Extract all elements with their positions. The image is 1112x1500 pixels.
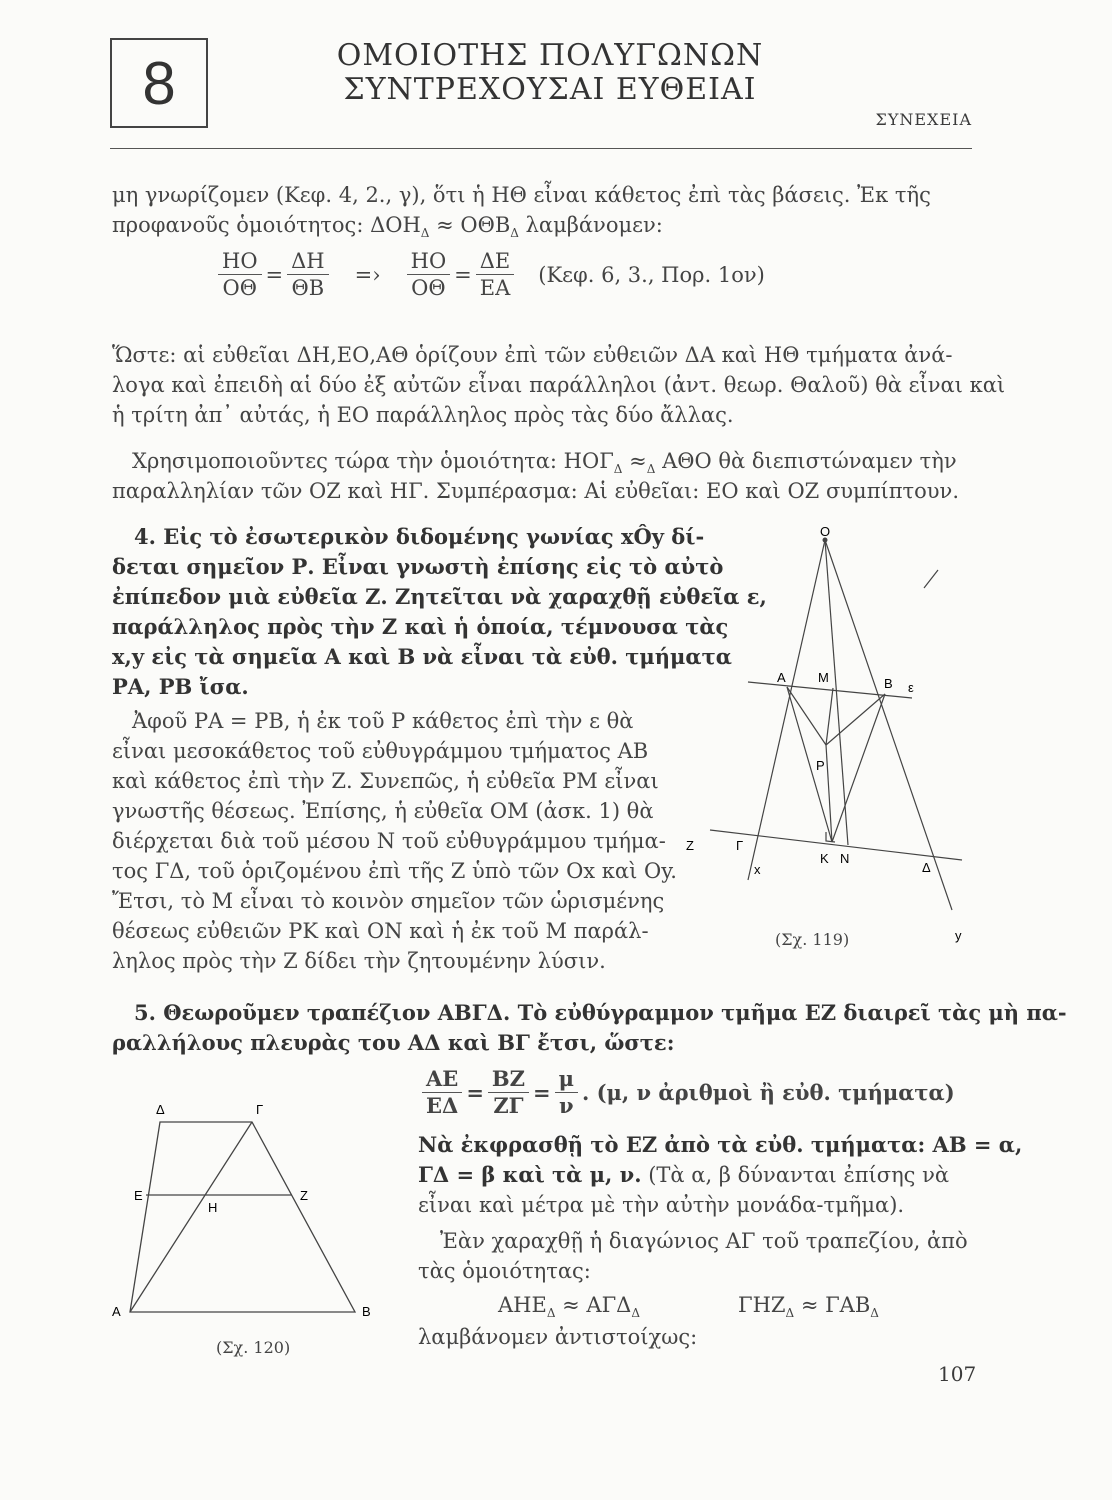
similarity-1: $AHE_\Delta \approx A\Gamma\Delta_\Delta$ [498, 1293, 641, 1321]
solution4-line4: γνωστῆς θέσεως. Ἐπίσης, ἡ εὐθεῖα ΟΜ (ἀσκ. 1) θὰ [112, 799, 654, 823]
problem5-equation: $\frac{AE}{E\Delta}$ = $\frac{BZ}{Z\Gamma}$ = $\frac{\mu}{\nu}$ . (μ, ν ἀριθμοὶ ἢ εὐθ. τμήματα) [418, 1066, 955, 1119]
solution4-line5: διέρχεται διὰ τοῦ μέσου Ν τοῦ εὐθυγράμμου τμήμα- [112, 829, 666, 853]
segment-mp [826, 688, 833, 745]
fig120-caption: (Σχ. 120) [216, 1338, 291, 1357]
solution4-line2: εἶναι μεσοκάθετος τοῦ εὐθυγράμμου τμήματος ΑΒ [112, 739, 649, 763]
intro-line2: προφανοῦς ὁμοιότητος: $\Delta OH_\Delta \approx O\Theta B_\Delta$ λαμβάνομεν: [112, 213, 663, 241]
e-tick [924, 570, 938, 588]
label-h: H [208, 1200, 218, 1215]
segment-ak [787, 687, 832, 842]
line-z [710, 830, 962, 860]
wste-line1: Ὥστε: αἱ εὐθεῖαι ΔΗ,ΕΟ,ΑΘ ὁρίζουν ἐπὶ τῶν εὐθειῶν ΔΑ καὶ ΗΘ τμήματα ἀνά- [112, 343, 953, 367]
chapter-number: 8 [142, 49, 176, 117]
problem5-line1: 5. Θεωροῦμεν τραπέζιον ΑΒΓΔ. Τὸ εὐθύγραμμον τμῆμα ΕΖ διαιρεῖ τὰς μὴ πα- [134, 1000, 1067, 1025]
problem4-line5: x,y εἰς τὰ σημεῖα Α καὶ Β νὰ εἶναι τὰ εὐθ. τμήματα [112, 644, 732, 669]
ray-ox [748, 540, 825, 880]
label-y: y [955, 928, 962, 943]
chapter-title-line2: ΣΥΝΤΡΕΧΟΥΣΑΙ ΕΥΘΕΙΑΙ [343, 72, 757, 107]
solution4-line7: Ἔτσι, τὸ Μ εἶναι τὸ κοινὸν σημεῖον τῶν ὡρισμένης [112, 889, 665, 913]
problem4-line6: ΡΑ, ΡΒ ἴσα. [112, 674, 249, 699]
problem4-line3: ἐπίπεδον μιὰ εὐθεῖα Ζ. Ζητεῖται νὰ χαραχθῇ εὐθεῖα ε, [112, 584, 767, 609]
figure-120 [100, 1100, 390, 1330]
problem5-task1: Νὰ ἐκφρασθῇ τὸ ΕΖ ἀπὸ τὰ εὐθ. τμήματα: ΑΒ = α, [418, 1132, 1023, 1157]
diagonal-ag [130, 1122, 252, 1312]
label-delta: Δ [922, 860, 931, 875]
similarity-2: $\Gamma HZ_\Delta \approx \Gamma AB_\Delta$ [738, 1293, 879, 1321]
label-delta: Δ [156, 1102, 165, 1117]
label-k: K [820, 851, 829, 866]
label-p: P [816, 758, 825, 773]
header-rule [110, 148, 972, 149]
label-gamma: Γ [256, 1102, 264, 1117]
problem5-task2: ΓΔ = β καὶ τὰ μ, ν. (Τὰ α, β δύνανται ἐπίσης νὰ [418, 1162, 950, 1187]
solution4-line9: ληλος πρὸς τὴν Ζ δίδει τὴν ζητουμένην λύσιν. [112, 949, 606, 973]
ratio-equation: $\frac{HO}{O\Theta}$ = $\frac{\Delta H}{\Theta B}$ =› $\frac{HO}{O\Theta}$ = $\frac{\Delta E}{EA}$ (Κεφ. 6, 3., Πορ. 1ον) [214, 248, 765, 301]
label-gamma: Γ [736, 838, 744, 853]
xrisi-line1: Χρησιμοποιοῦντες τώρα τὴν ὁμοιότητα: $HO\Gamma_\Delta \approx_\Delta$ ΑΘΟ θὰ διεπιστώναμεν τὴν [132, 449, 957, 477]
label-z: Z [300, 1188, 308, 1203]
page-number: 107 [938, 1362, 977, 1386]
fig119-caption: (Σχ. 119) [775, 930, 850, 949]
wste-line2: λογα καὶ ἐπειδὴ αἱ δύο ἐξ αὐτῶν εἶναι παράλληλοι (ἀντ. θεωρ. Θαλοῦ) θὰ εἶναι καὶ [112, 373, 1006, 397]
problem4-line2: δεται σημεῖον Ρ. Εἶναι γνωστὴ ἐπίσης εἰς τὸ αὐτὸ [112, 554, 724, 579]
label-a: A [112, 1304, 121, 1319]
label-e: E [134, 1188, 143, 1203]
label-b: B [884, 676, 893, 691]
solution4-line3: καὶ κάθετος ἐπὶ τὴν Ζ. Συνεπῶς, ἡ εὐθεῖα ΡΜ εἶναι [112, 769, 659, 793]
problem5-line2: ραλλήλους πλευρὰς του ΑΔ καὶ ΒΓ ἔτσι, ὥστε: [112, 1030, 675, 1055]
problem4-line4: παράλληλος πρὸς τὴν Ζ καὶ ἡ ὁποία, τέμνουσα τὰς [112, 614, 729, 639]
label-o: O [820, 524, 831, 539]
figure-119 [680, 520, 980, 960]
label-x: x [754, 862, 761, 877]
label-z: Z [686, 838, 694, 853]
problem5-sol3: λαμβάνομεν ἀντιστοίχως: [418, 1325, 698, 1349]
label-epsilon: ε [908, 680, 914, 695]
label-n: N [840, 851, 850, 866]
intro-line1: μη γνωρίζομεν (Κεφ. 4, 2., γ), ὅτι ἡ ΗΘ εἶναι κάθετος ἐπὶ τὰς βάσεις. Ἐκ τῆς [112, 183, 931, 207]
problem4-line1: 4. Εἰς τὸ ἐσωτερικὸν διδομένης γωνίας xÔy δί- [134, 524, 705, 549]
xrisi-line2: παραλληλίαν τῶν ΟΖ καὶ ΗΓ. Συμπέρασμα: Αἱ εὐθεῖαι: ΕΟ καὶ ΟΖ συμπίπτουν. [112, 479, 959, 503]
solution4-line8: θέσεως εὐθειῶν ΡΚ καὶ ΟΝ καὶ ἡ ἐκ τοῦ Μ παράλ- [112, 919, 649, 943]
problem5-task3: εἶναι καὶ μέτρα μὲ τὴν αὐτὴν μονάδα-τμῆμα). [418, 1193, 905, 1217]
wste-line3: ἡ τρίτη ἀπ᾽ αὐτάς, ἡ ΕΟ παράλληλος πρὸς τὰς δύο ἄλλας. [112, 403, 734, 427]
problem5-sol2: τὰς ὁμοιότητας: [418, 1259, 591, 1283]
chapter-number-box [110, 38, 208, 128]
continuation-label: ΣΥΝΕΧΕΙΑ [875, 110, 972, 129]
segment-pa [787, 687, 826, 745]
label-a: A [777, 670, 786, 685]
segment-pk [826, 745, 832, 842]
solution4-line1: Ἀφοῦ ΡΑ = ΡΒ, ἡ ἐκ τοῦ Ρ κάθετος ἐπὶ τὴν ε θὰ [132, 709, 634, 733]
label-b: B [362, 1304, 371, 1319]
solution4-line6: τος ΓΔ, τοῦ ὁριζομένου ἐπὶ τῆς Ζ ὑπὸ τῶν Οx καὶ Οy. [112, 859, 677, 883]
chapter-title-line1: ΟΜΟΙΟΤΗΣ ΠΟΛΥΓΩΝΩΝ [336, 38, 764, 73]
label-m: M [818, 670, 829, 685]
problem5-sol1: Ἐὰν χαραχθῇ ἡ διαγώνιος ΑΓ τοῦ τραπεζίου, ἀπὸ [440, 1229, 968, 1253]
line-on [825, 540, 848, 845]
trapezoid [130, 1122, 355, 1312]
